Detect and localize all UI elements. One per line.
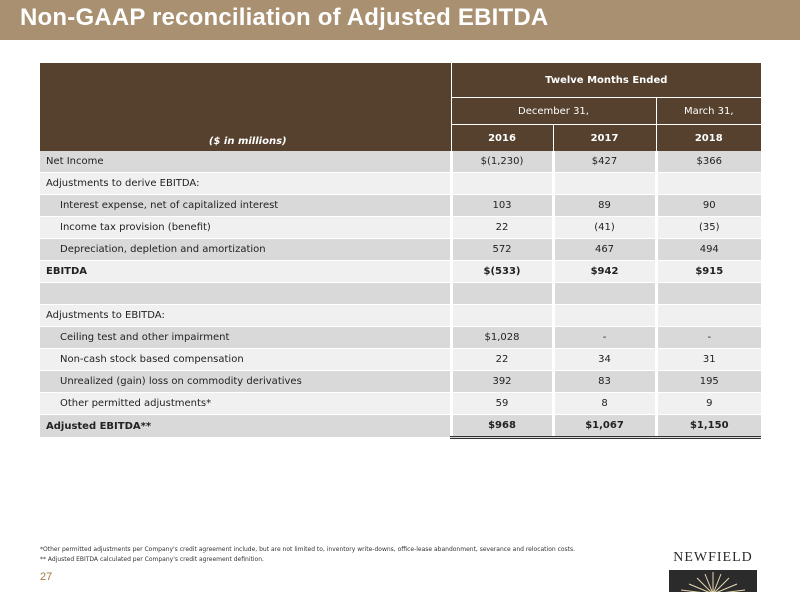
cell-2016: $1,028 bbox=[451, 327, 553, 349]
cell-2016: $(533) bbox=[451, 261, 553, 283]
cell-2017: $942 bbox=[553, 261, 656, 283]
cell-2016: 103 bbox=[451, 195, 553, 217]
cell-2016: $968 bbox=[451, 415, 553, 438]
period-group-december: December 31, bbox=[451, 98, 656, 125]
cell-2017: 467 bbox=[553, 239, 656, 261]
footnote-adjusted-ebitda: ** Adjusted EBITDA calculated per Company's credit agreement definition. bbox=[40, 556, 264, 563]
cell-2018 bbox=[656, 283, 761, 305]
cell-2016: 22 bbox=[451, 217, 553, 239]
cell-2018: 31 bbox=[656, 349, 761, 371]
period-header: Twelve Months Ended bbox=[451, 63, 761, 98]
year-2017: 2017 bbox=[553, 125, 656, 152]
cell-2017 bbox=[553, 305, 656, 327]
row-label: Adjustments to derive EBITDA: bbox=[40, 173, 451, 195]
cell-2018 bbox=[656, 173, 761, 195]
table-row bbox=[40, 305, 761, 327]
cell-2016 bbox=[451, 305, 553, 327]
period-group-march: March 31, bbox=[656, 98, 761, 125]
cell-2017: $427 bbox=[553, 151, 656, 173]
year-2018: 2018 bbox=[656, 125, 761, 152]
newfield-logo bbox=[663, 550, 763, 595]
row-label: Income tax provision (benefit) bbox=[40, 217, 451, 239]
cell-2018: - bbox=[656, 327, 761, 349]
cell-2016 bbox=[451, 283, 553, 305]
row-label: Non-cash stock based compensation bbox=[40, 349, 451, 371]
cell-2018: $915 bbox=[656, 261, 761, 283]
row-label: Interest expense, net of capitalized interest bbox=[40, 195, 451, 217]
table-row bbox=[40, 393, 761, 415]
footnote-other-adjustments: *Other permitted adjustments per Company's credit agreement include, but are not limited to, inventory write-downs, office-lease abandonment, severance and relocation costs. bbox=[40, 546, 576, 553]
cell-2016: 59 bbox=[451, 393, 553, 415]
cell-2016: 572 bbox=[451, 239, 553, 261]
cell-2016 bbox=[451, 173, 553, 195]
cell-2018: 494 bbox=[656, 239, 761, 261]
table-row-spacer bbox=[40, 283, 761, 305]
header-row-period bbox=[40, 63, 761, 98]
cell-2018 bbox=[656, 305, 761, 327]
title-bar bbox=[0, 0, 800, 40]
cell-2018: $1,150 bbox=[656, 415, 761, 438]
table-row-adjusted-ebitda bbox=[40, 415, 761, 438]
table-row bbox=[40, 173, 761, 195]
row-label: Ceiling test and other impairment bbox=[40, 327, 451, 349]
cell-2017: $1,067 bbox=[553, 415, 656, 438]
cell-2018: 9 bbox=[656, 393, 761, 415]
row-label: EBITDA bbox=[40, 261, 451, 283]
cell-2017: 34 bbox=[553, 349, 656, 371]
units-label: ($ in millions) bbox=[40, 63, 451, 151]
cell-2017: (41) bbox=[553, 217, 656, 239]
cell-2017: 89 bbox=[553, 195, 656, 217]
cell-2017 bbox=[553, 173, 656, 195]
cell-2017: - bbox=[553, 327, 656, 349]
reconciliation-table bbox=[40, 63, 761, 439]
row-label: Unrealized (gain) loss on commodity derivatives bbox=[40, 371, 451, 393]
cell-2018: 195 bbox=[656, 371, 761, 393]
logo-wordmark: NEWFIELD bbox=[673, 550, 753, 565]
table-row bbox=[40, 239, 761, 261]
cell-2016: 22 bbox=[451, 349, 553, 371]
table-row bbox=[40, 327, 761, 349]
page-number: 27 bbox=[40, 571, 53, 583]
table-row-ebitda bbox=[40, 261, 761, 283]
table-row bbox=[40, 195, 761, 217]
page-title: Non-GAAP reconciliation of Adjusted EBITDA bbox=[20, 4, 549, 31]
cell-2017 bbox=[553, 283, 656, 305]
cell-2016: $(1,230) bbox=[451, 151, 553, 173]
sunburst-icon bbox=[663, 566, 763, 596]
cell-2018: 90 bbox=[656, 195, 761, 217]
cell-2018: $366 bbox=[656, 151, 761, 173]
cell-2017: 8 bbox=[553, 393, 656, 415]
row-label: Adjusted EBITDA** bbox=[40, 415, 451, 438]
row-label: Other permitted adjustments* bbox=[40, 393, 451, 415]
row-label: Depreciation, depletion and amortization bbox=[40, 239, 451, 261]
row-label: Net Income bbox=[40, 151, 451, 173]
table-row bbox=[40, 371, 761, 393]
cell-2017: 83 bbox=[553, 371, 656, 393]
cell-2018: (35) bbox=[656, 217, 761, 239]
table-row bbox=[40, 151, 761, 173]
row-label: Adjustments to EBITDA: bbox=[40, 305, 451, 327]
year-2016: 2016 bbox=[451, 125, 553, 152]
row-label bbox=[40, 283, 451, 305]
table-row bbox=[40, 217, 761, 239]
table-row bbox=[40, 349, 761, 371]
cell-2016: 392 bbox=[451, 371, 553, 393]
